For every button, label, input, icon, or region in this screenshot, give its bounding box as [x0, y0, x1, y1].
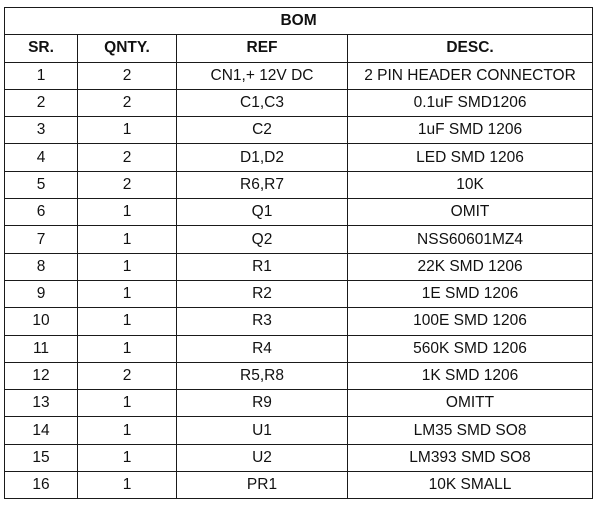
- cell-qty: 1: [78, 444, 177, 471]
- cell-desc: NSS60601MZ4: [348, 226, 593, 253]
- cell-sr: 1: [5, 62, 78, 89]
- cell-qty: 2: [78, 171, 177, 198]
- column-header-desc: DESC.: [348, 35, 593, 62]
- table-row: [5, 280, 593, 307]
- cell-desc: 22K SMD 1206: [348, 253, 593, 280]
- cell-sr: 8: [5, 253, 78, 280]
- cell-qty: 1: [78, 199, 177, 226]
- cell-sr: 13: [5, 390, 78, 417]
- cell-sr: 14: [5, 417, 78, 444]
- table-row: [5, 226, 593, 253]
- cell-qty: 2: [78, 362, 177, 389]
- table-row: [5, 144, 593, 171]
- cell-ref: PR1: [177, 472, 348, 499]
- cell-ref: R2: [177, 280, 348, 307]
- cell-desc: 560K SMD 1206: [348, 335, 593, 362]
- cell-ref: R9: [177, 390, 348, 417]
- cell-qty: 1: [78, 117, 177, 144]
- table-row: [5, 417, 593, 444]
- cell-desc: 1uF SMD 1206: [348, 117, 593, 144]
- cell-qty: 1: [78, 417, 177, 444]
- table-row: [5, 390, 593, 417]
- bom-table: [4, 7, 593, 499]
- cell-ref: C1,C3: [177, 89, 348, 116]
- table-title: BOM: [5, 8, 593, 35]
- table-row: [5, 117, 593, 144]
- cell-qty: 1: [78, 472, 177, 499]
- cell-desc: 1E SMD 1206: [348, 280, 593, 307]
- cell-qty: 1: [78, 390, 177, 417]
- cell-desc: OMIT: [348, 199, 593, 226]
- table-row: [5, 362, 593, 389]
- cell-ref: R1: [177, 253, 348, 280]
- cell-sr: 3: [5, 117, 78, 144]
- cell-ref: C2: [177, 117, 348, 144]
- cell-sr: 6: [5, 199, 78, 226]
- table-row: [5, 89, 593, 116]
- cell-desc: 100E SMD 1206: [348, 308, 593, 335]
- cell-desc: OMITT: [348, 390, 593, 417]
- cell-sr: 15: [5, 444, 78, 471]
- header-row: [5, 35, 593, 62]
- table-row: [5, 62, 593, 89]
- cell-desc: 10K SMALL: [348, 472, 593, 499]
- table-row: [5, 308, 593, 335]
- cell-desc: 2 PIN HEADER CONNECTOR: [348, 62, 593, 89]
- cell-ref: U2: [177, 444, 348, 471]
- cell-sr: 5: [5, 171, 78, 198]
- cell-sr: 4: [5, 144, 78, 171]
- cell-sr: 7: [5, 226, 78, 253]
- cell-desc: 10K: [348, 171, 593, 198]
- cell-ref: D1,D2: [177, 144, 348, 171]
- cell-qty: 1: [78, 308, 177, 335]
- cell-sr: 9: [5, 280, 78, 307]
- cell-qty: 2: [78, 144, 177, 171]
- cell-desc: 0.1uF SMD1206: [348, 89, 593, 116]
- table-row: [5, 444, 593, 471]
- cell-ref: R5,R8: [177, 362, 348, 389]
- column-header-sr: SR.: [5, 35, 78, 62]
- cell-desc: LED SMD 1206: [348, 144, 593, 171]
- cell-qty: 1: [78, 335, 177, 362]
- cell-ref: Q2: [177, 226, 348, 253]
- cell-desc: 1K SMD 1206: [348, 362, 593, 389]
- cell-sr: 11: [5, 335, 78, 362]
- cell-desc: LM35 SMD SO8: [348, 417, 593, 444]
- table-row: [5, 335, 593, 362]
- cell-sr: 12: [5, 362, 78, 389]
- cell-ref: R6,R7: [177, 171, 348, 198]
- cell-sr: 10: [5, 308, 78, 335]
- cell-sr: 2: [5, 89, 78, 116]
- bom-body: [5, 62, 593, 499]
- cell-qty: 2: [78, 62, 177, 89]
- cell-sr: 16: [5, 472, 78, 499]
- cell-qty: 1: [78, 253, 177, 280]
- cell-ref: R4: [177, 335, 348, 362]
- cell-ref: U1: [177, 417, 348, 444]
- column-header-qty: QNTY.: [78, 35, 177, 62]
- cell-qty: 1: [78, 226, 177, 253]
- table-row: [5, 171, 593, 198]
- table-row: [5, 253, 593, 280]
- table-row: [5, 472, 593, 499]
- cell-qty: 1: [78, 280, 177, 307]
- table-row: [5, 199, 593, 226]
- cell-ref: R3: [177, 308, 348, 335]
- cell-qty: 2: [78, 89, 177, 116]
- cell-ref: Q1: [177, 199, 348, 226]
- cell-desc: LM393 SMD SO8: [348, 444, 593, 471]
- cell-ref: CN1,+ 12V DC: [177, 62, 348, 89]
- title-row: [5, 8, 593, 35]
- column-header-ref: REF: [177, 35, 348, 62]
